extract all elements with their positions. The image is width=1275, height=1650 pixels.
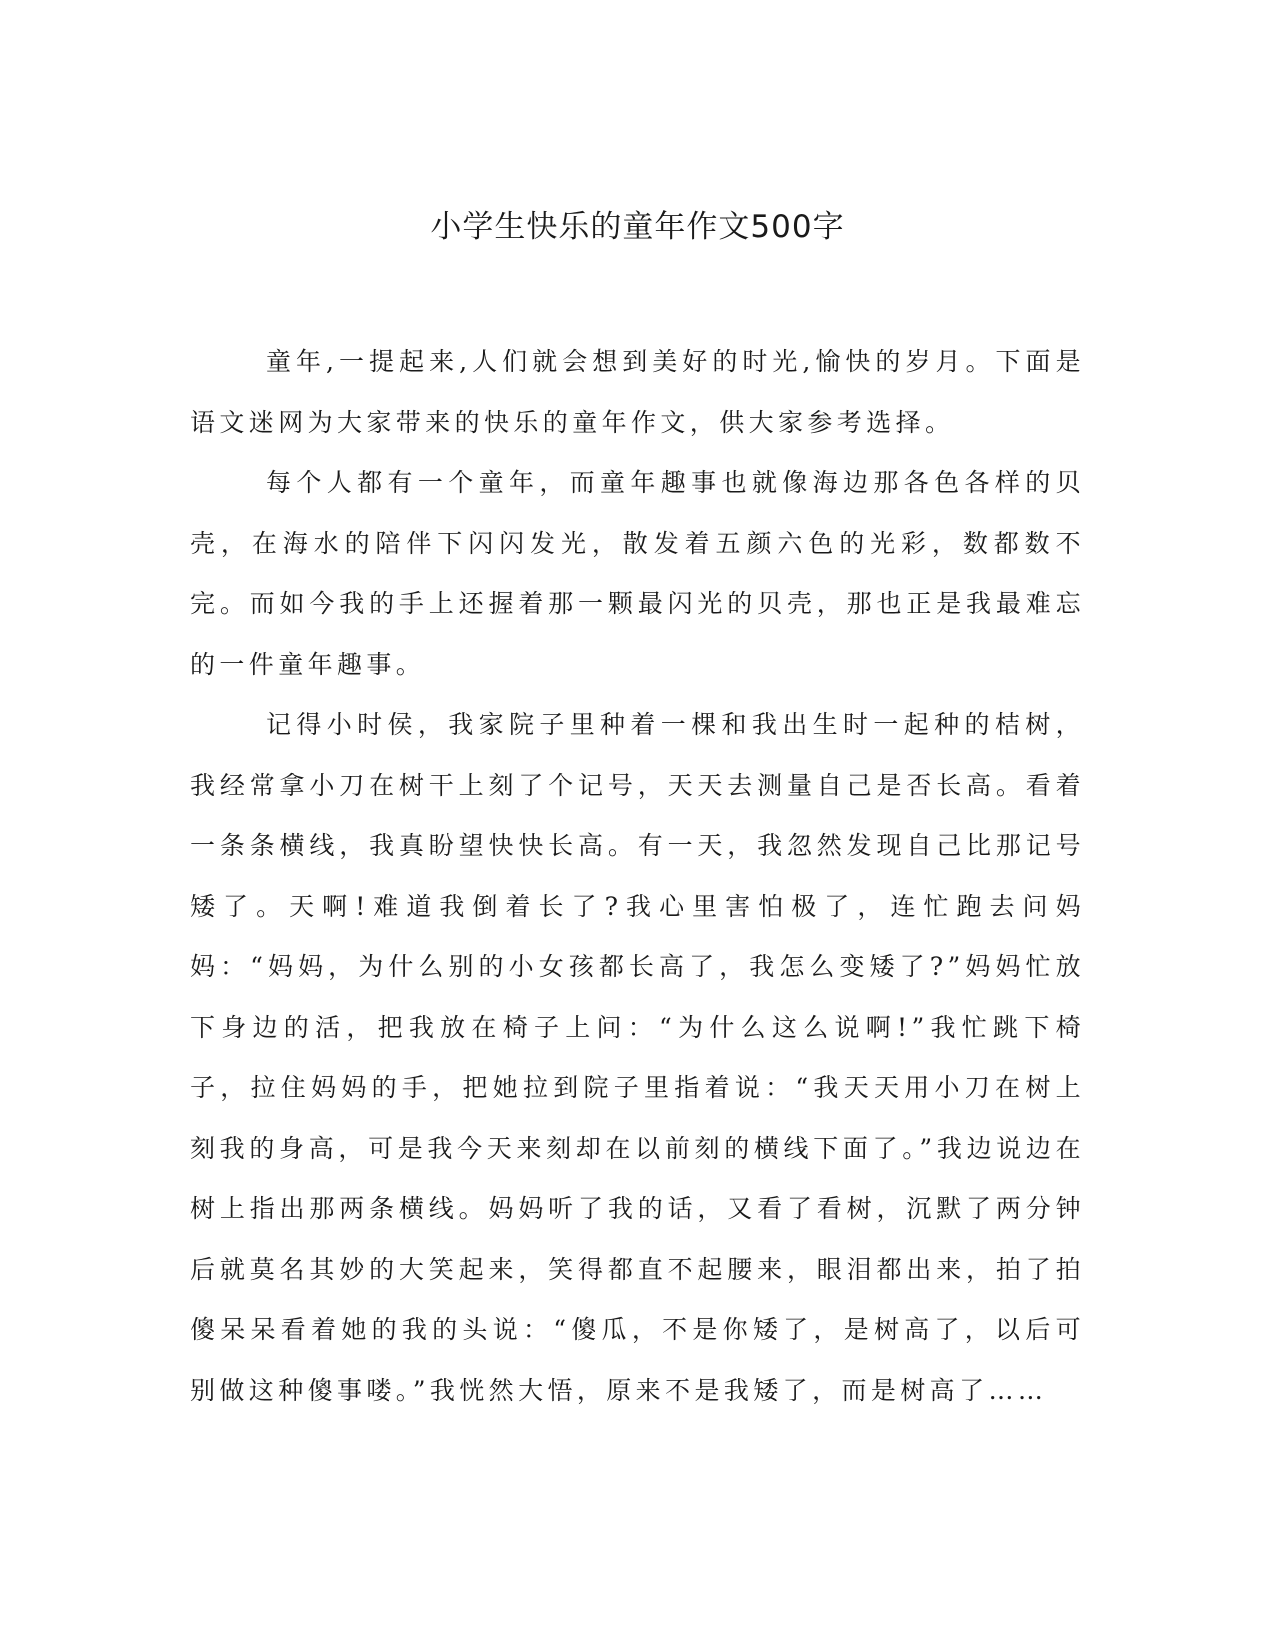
paragraph-intro: 童年,一提起来,人们就会想到美好的时光,愉快的岁月。下面是语文迷网为大家带来的快乐的童年作文，供大家参考选择。 — [190, 347, 1085, 437]
document-body — [190, 332, 1085, 1421]
paragraph-story: 记得小时侯，我家院子里种着一棵和我出生时一起种的桔树，我经常拿小刀在树干上刻了个记号，天天去测量自己是否长高。看着一条条横线，我真盼望快快长高。有一天，我忽然发现自己比那记号矮了。天啊!难道我倒着长了?我心里害怕极了，连忙跑去问妈妈：“妈妈，为什么别的小女孩都长高了，我怎么变矮了?”妈妈忙放下身边的活，把我放在椅子上问：“为什么这么说啊!”我忙跳下椅子，拉住妈妈的手，把她拉到院子里指着说：“我天天用小刀在树上刻我的身高，可是我今天来刻却在以前刻的横线下面了。”我边说边在树上指出那两条横线。妈妈听了我的话，又看了看树，沉默了两分钟后就莫名其妙的大笑起来，笑得都直不起腰来，眼泪都出来，拍了拍傻呆呆看着她的我的头说：“傻瓜，不是你矮了，是树高了，以后可别做这种傻事喽。”我恍然大悟，原来不是我矮了，而是树高了…… — [190, 710, 1085, 1405]
document-title: 小学生快乐的童年作文500字 — [430, 209, 845, 245]
paragraph-shell: 每个人都有一个童年，而童年趣事也就像海边那各色各样的贝壳，在海水的陪伴下闪闪发光，散发着五颜六色的光彩，数都数不完。而如今我的手上还握着那一颗最闪光的贝壳，那也正是我最难忘的一件童年趣事。 — [190, 468, 1085, 679]
